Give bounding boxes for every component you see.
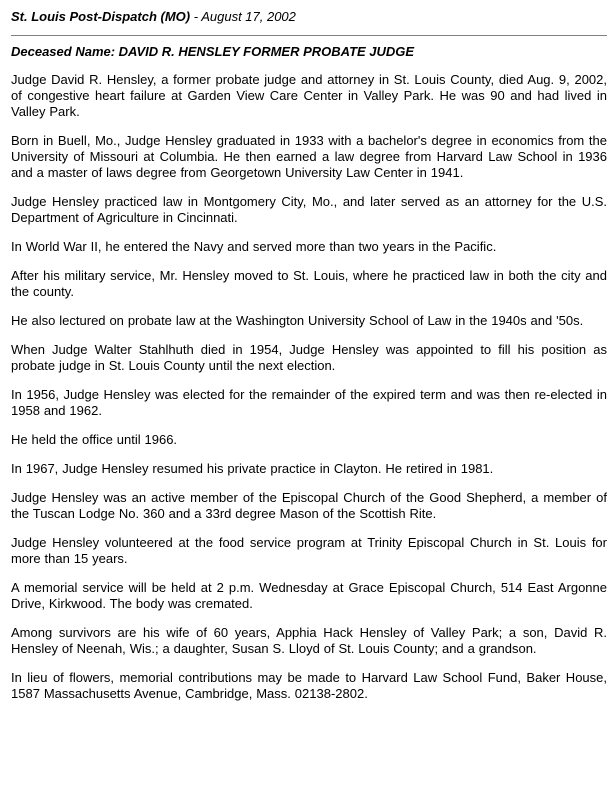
publication-date: August 17, 2002 bbox=[201, 9, 296, 24]
paragraph: A memorial service will be held at 2 p.m. Wednesday at Grace Episcopal Church, 514 East Argonne Drive, Kirkwood. The body was cremated. bbox=[11, 580, 607, 611]
obituary-body bbox=[11, 72, 607, 702]
paragraph: Born in Buell, Mo., Judge Hensley graduated in 1933 with a bachelor's degree in economics from the University of Missouri at Columbia. He then earned a law degree from Harvard Law School in 1936 and a master of laws degree from Georgetown University Law Center in 1941. bbox=[11, 133, 607, 180]
publication-name: St. Louis Post-Dispatch (MO) bbox=[11, 9, 191, 24]
paragraph: He also lectured on probate law at the Washington University School of Law in the 1940s and '50s. bbox=[11, 313, 584, 328]
paragraph: In 1956, Judge Hensley was elected for the remainder of the expired term and was then re-elected in 1958 and 1962. bbox=[11, 387, 607, 418]
paragraph: He held the office until 1966. bbox=[11, 432, 178, 447]
paragraph: Judge Hensley practiced law in Montgomery City, Mo., and later served as an attorney for the U.S. Department of Agriculture in Cincinnati. bbox=[11, 194, 607, 225]
publication-header bbox=[11, 9, 607, 25]
paragraph: Among survivors are his wife of 60 years, Apphia Hack Hensley of Valley Park; a son, David R. Hensley of Neenah, Wis.; a daughter, Susan S. Lloyd of St. Louis County; and a grandson. bbox=[11, 625, 607, 656]
paragraph: Judge Hensley volunteered at the food service program at Trinity Episcopal Church in St. Louis for more than 15 years. bbox=[11, 535, 607, 566]
paragraph: When Judge Walter Stahlhuth died in 1954, Judge Hensley was appointed to fill his position as probate judge in St. Louis County until the next election. bbox=[11, 342, 607, 373]
paragraph: In lieu of flowers, memorial contributions may be made to Harvard Law School Fund, Baker House, 1587 Massachusetts Avenue, Cambridge, Mass. 02138-2802. bbox=[11, 670, 607, 701]
header-divider bbox=[11, 35, 607, 36]
deceased-name-heading: Deceased Name: DAVID R. HENSLEY FORMER PROBATE JUDGE bbox=[11, 44, 415, 59]
paragraph: Judge David R. Hensley, a former probate judge and attorney in St. Louis County, died Aug. 9, 2002, of congestive heart failure at Garden View Care Center in Valley Park. He was 90 and had lived in Valley Park. bbox=[11, 72, 607, 119]
paragraph: In World War II, he entered the Navy and served more than two years in the Pacific. bbox=[11, 239, 497, 254]
paragraph: Judge Hensley was an active member of the Episcopal Church of the Good Shepherd, a member of the Tuscan Lodge No. 360 and a 33rd degree Mason of the Scottish Rite. bbox=[11, 490, 607, 521]
paragraph: In 1967, Judge Hensley resumed his private practice in Clayton. He retired in 1981. bbox=[11, 461, 494, 476]
paragraph: After his military service, Mr. Hensley moved to St. Louis, where he practiced law in both the city and the county. bbox=[11, 268, 607, 299]
header-separator: - bbox=[190, 9, 202, 24]
